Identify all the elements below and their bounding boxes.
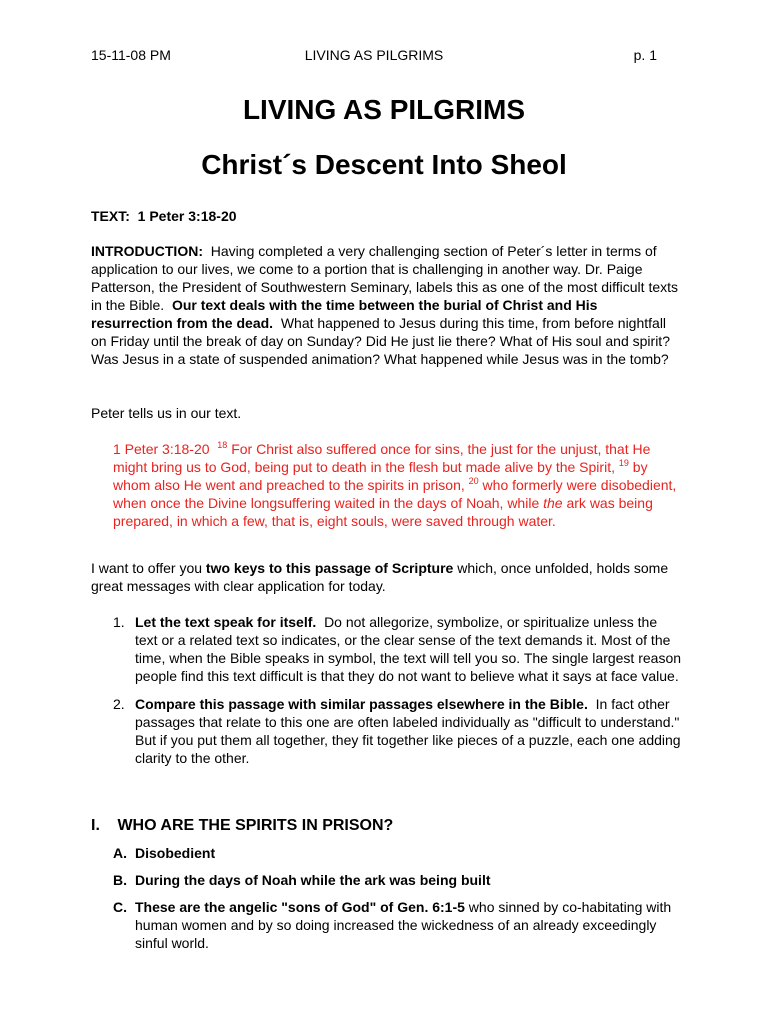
text-reference-value: 1 Peter 3:18-20 xyxy=(137,208,237,224)
subpoint-c xyxy=(113,898,681,952)
header-title: LIVING AS PILGRIMS xyxy=(304,47,444,63)
keys-intro-bold: two keys to this passage of Scripture xyxy=(205,560,454,576)
verse-number-20: 20 xyxy=(468,476,479,486)
list-item-text: In fact other passages that relate to this one are often labeled individually as "difficult to understand." But if you put them all together, they fit together like pieces of a puzzle, each one adding clarity to the other. xyxy=(135,696,681,766)
text-reference xyxy=(91,207,681,225)
verse-20-text-b: ark was being prepared, in which a few, that is, eight souls, were saved through water. xyxy=(113,495,653,529)
subpoint-a xyxy=(113,844,681,862)
keys-intro-text-2: which, once unfolded, holds some great messages with clear application for today. xyxy=(91,560,669,594)
subpoint-bold: Disobedient xyxy=(135,845,216,861)
keys-intro-paragraph xyxy=(91,559,681,595)
section-heading-text: WHO ARE THE SPIRITS IN PRISON? xyxy=(117,817,394,834)
list-item-number: 1. xyxy=(113,614,125,630)
list-item-bold: Compare this passage with similar passages elsewhere in the Bible. xyxy=(135,696,588,712)
subpoint-bold: During the days of Noah while the ark was being built xyxy=(135,872,491,888)
introduction-label: INTRODUCTION: xyxy=(91,243,203,259)
list-item-number: 2. xyxy=(113,696,125,712)
list-item-text: Do not allegorize, symbolize, or spiritualize unless the text or a related text so indicates, or the clear sense of the text demands it. Most of the time, when the Bible speaks in symbol, the text will tell you so. The single largest reason people find this text difficult is that they do not want to believe what it says at face value. xyxy=(135,614,682,684)
scripture-quote xyxy=(113,440,681,530)
section-heading xyxy=(91,816,393,836)
keys-intro-text-1: I want to offer you xyxy=(91,560,203,576)
list-item-bold: Let the text speak for itself. xyxy=(135,614,317,630)
list-item xyxy=(113,695,681,767)
introduction-paragraph xyxy=(91,242,681,368)
introduction-text-1: Having completed a very challenging section of Peter´s letter in terms of application to our lives, we come to a portion that is challenging in another way. Dr. Paige Patterson, the President of Southwestern Seminary, labels this as one of the most difficult texts in the Bible. xyxy=(91,243,679,313)
subpoint-b xyxy=(113,871,681,889)
keys-list xyxy=(113,613,681,767)
header-date: 15-11-08 PM xyxy=(91,47,171,63)
subpoint-bold: These are the angelic "sons of God" of Gen. 6:1-5 xyxy=(135,899,465,915)
subpoint-letter: B. xyxy=(113,872,127,888)
verse-18-text: For Christ also suffered once for sins, the just for the unjust, that He might bring us to God, being put to death in the flesh but made alive by the Spirit, xyxy=(113,441,651,475)
subpoint-letter: C. xyxy=(113,899,127,915)
verse-number-18: 18 xyxy=(217,440,228,450)
peter-tells-line: Peter tells us in our text. xyxy=(91,405,242,421)
list-item xyxy=(113,613,681,685)
header-page-number: p. 1 xyxy=(633,47,657,63)
introduction-bold-text: Our text deals with the time between the burial of Christ and His resurrection from the dead. xyxy=(91,297,598,331)
scripture-reference: 1 Peter 3:18-20 xyxy=(113,441,210,457)
text-reference-label: TEXT: xyxy=(91,208,130,224)
section-numeral: I. xyxy=(91,817,100,834)
verse-20-italic: the xyxy=(543,495,563,511)
subpoint-text: who sinned by co-habitating with human women and by so doing increased the wickedness of an already exceedingly sinful world. xyxy=(135,899,672,951)
verse-20-text-a: who formerly were disobedient, when once the Divine longsuffering waited in the days of Noah, while xyxy=(113,477,677,511)
introduction-text-2: What happened to Jesus during this time, from before nightfall on Friday until the break of day on Sunday? Did He just lie there? What of His soul and spirit? Was Jesus in a state of suspended animation? What happened while Jesus was in the tomb? xyxy=(91,315,670,367)
verse-number-19: 19 xyxy=(618,458,629,468)
document-subtitle: Christ´s Descent Into Sheol xyxy=(201,149,567,180)
document-title: LIVING AS PILGRIMS xyxy=(242,94,526,125)
subpoint-letter: A. xyxy=(113,845,127,861)
verse-19-text: by whom also He went and preached to the spirits in prison, xyxy=(113,459,648,493)
